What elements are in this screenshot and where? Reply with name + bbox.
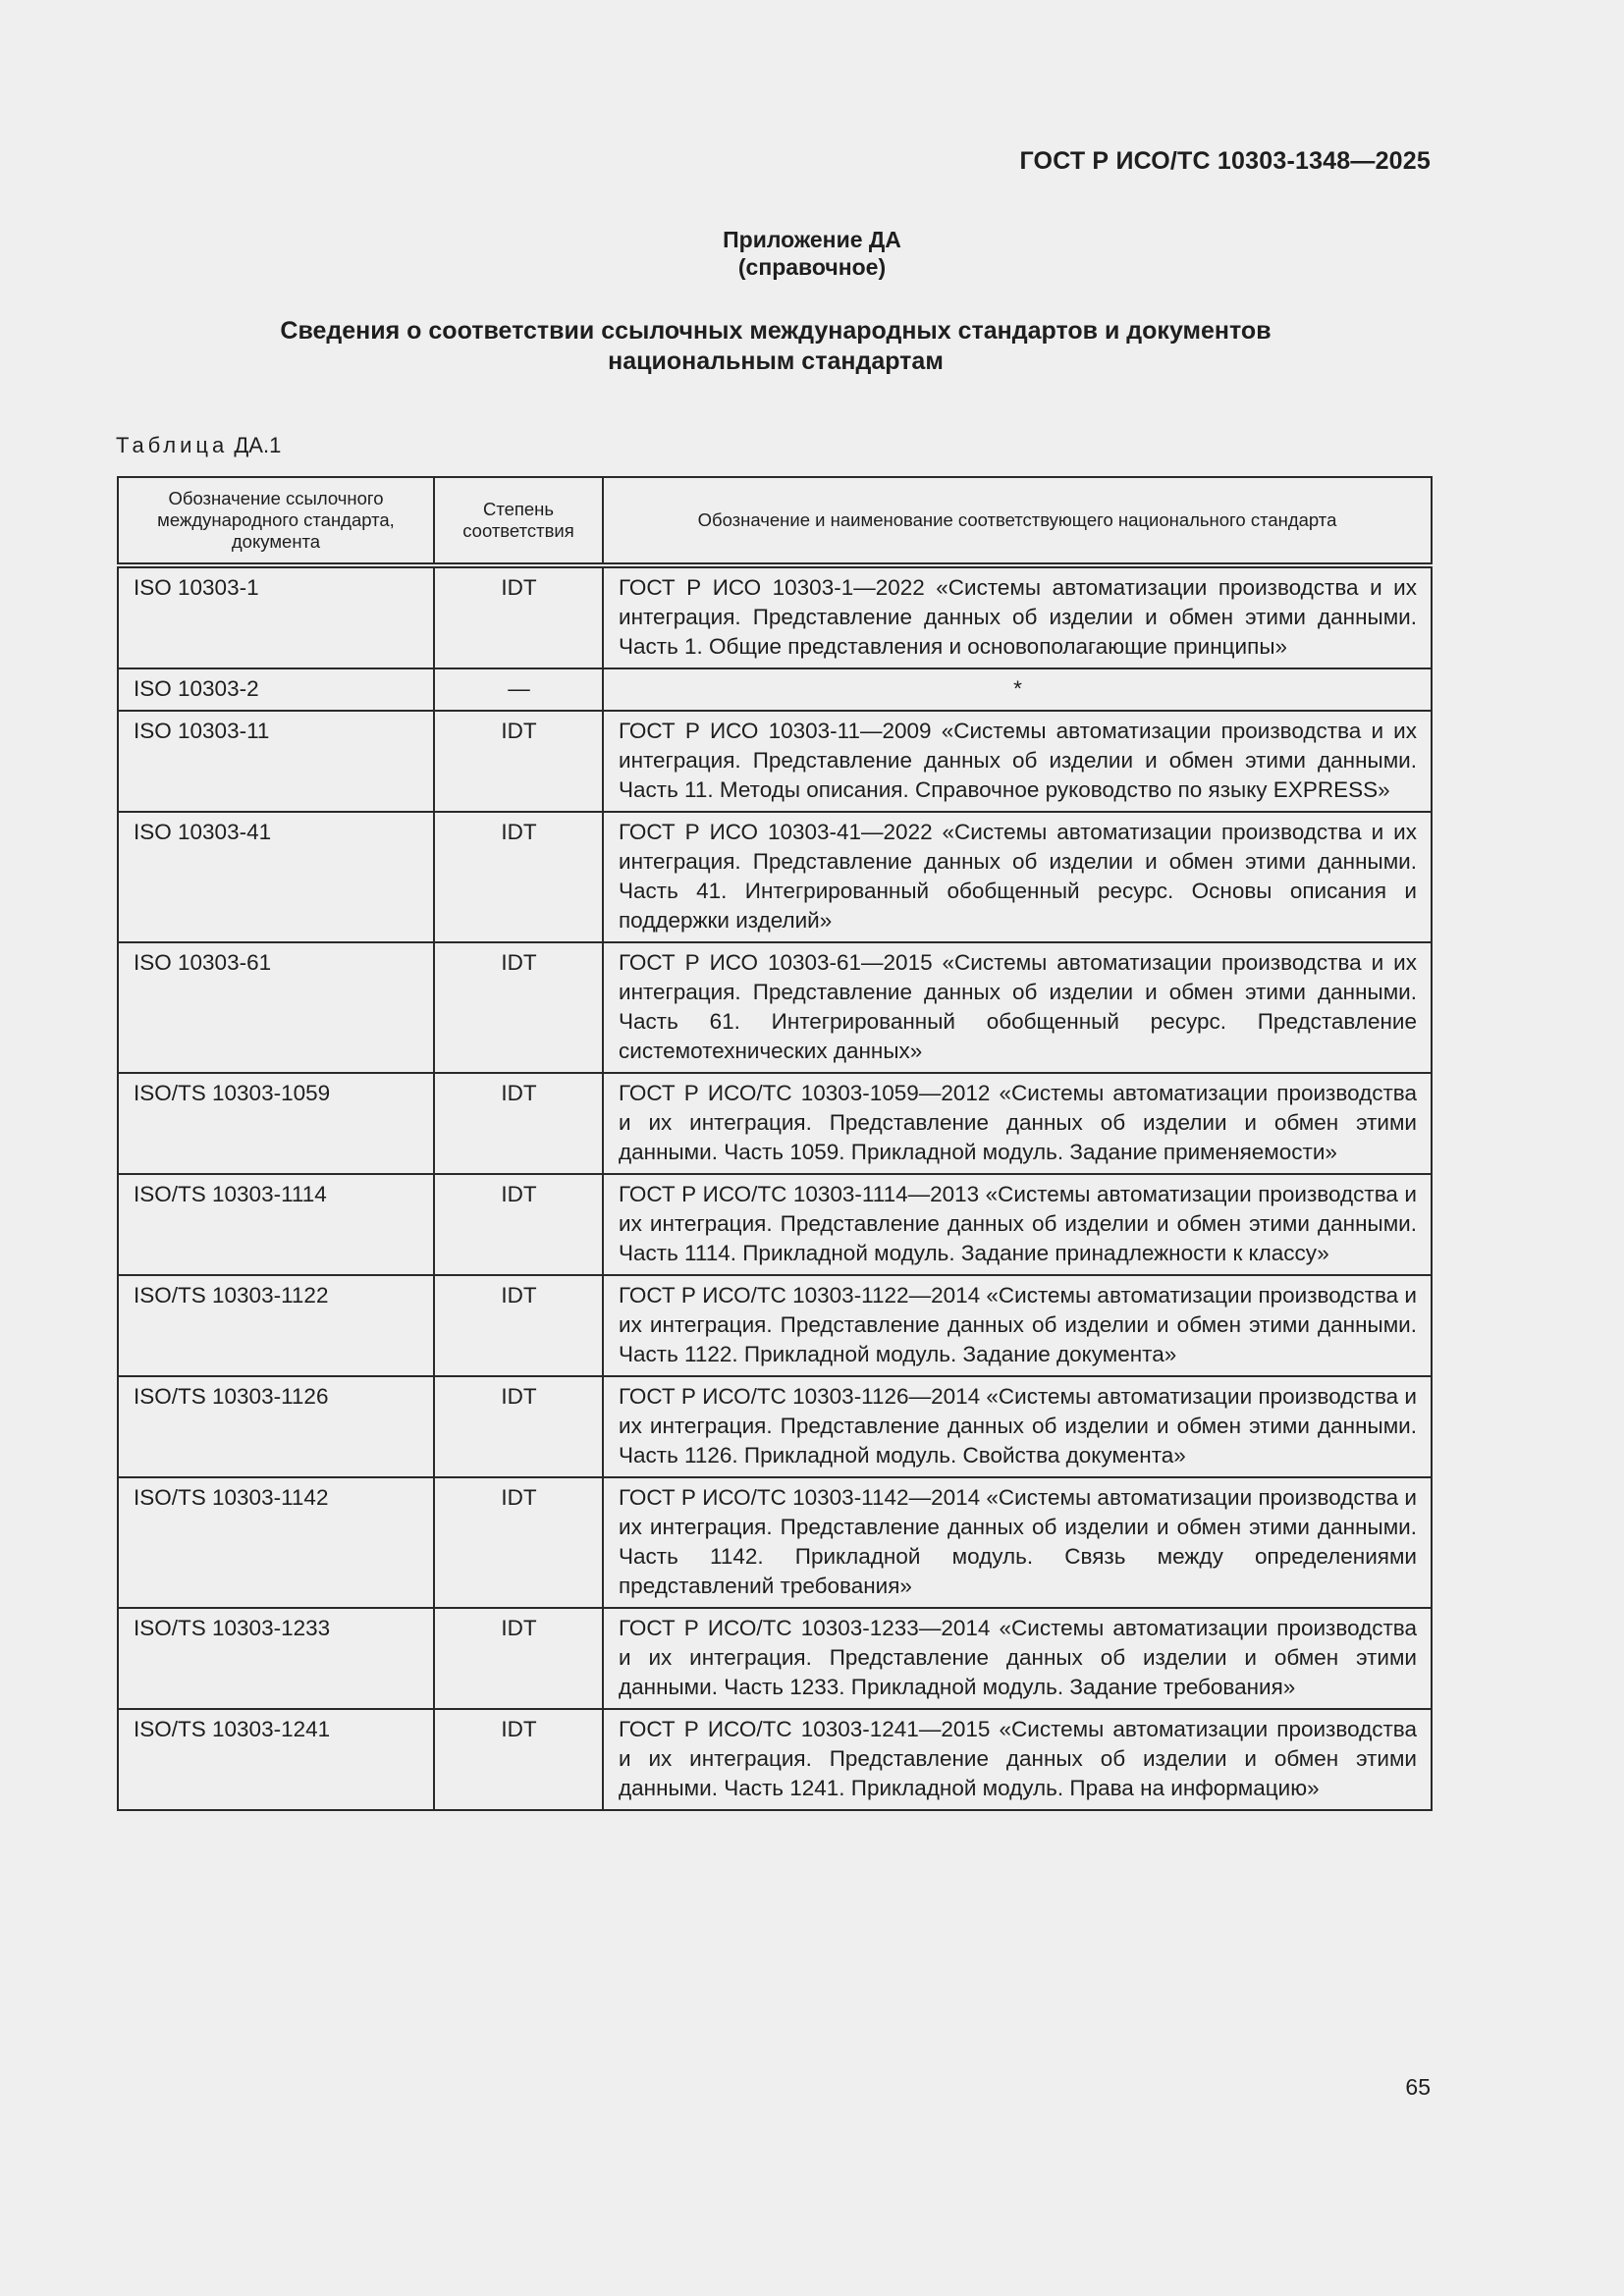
table-row [118,1174,1432,1275]
table-row [118,1073,1432,1174]
degree-cell: IDT [434,812,603,942]
table-row [118,1376,1432,1477]
table-row [118,1275,1432,1376]
table-row [118,565,1432,668]
intl-standard-cell: ISO 10303-41 [118,812,434,942]
table-caption-number: ДА.1 [234,433,282,457]
degree-cell: IDT [434,711,603,812]
intl-standard-cell: ISO/TS 10303-1122 [118,1275,434,1376]
intl-standard-cell: ISO 10303-61 [118,942,434,1073]
national-standard-cell: ГОСТ Р ИСО 10303-41—2022 «Системы автоматизации производства и их интеграция. Представление данных об изделии и обмен этими данными. Часть 41. Интегрированный обобщенный ресурс. Основы описания и поддержки изделий» [603,812,1432,942]
table-row [118,812,1432,942]
intl-standard-cell: ISO/TS 10303-1142 [118,1477,434,1608]
intl-standard-cell: ISO 10303-2 [118,668,434,711]
appendix-title: Приложение ДА [723,227,901,252]
national-standard-cell: ГОСТ Р ИСО 10303-11—2009 «Системы автоматизации производства и их интеграция. Представление данных об изделии и обмен этими данными. Часть 11. Методы описания. Справочное руководство по языку EXPRESS» [603,711,1432,812]
national-standard-cell: ГОСТ Р ИСО/ТС 10303-1241—2015 «Системы автоматизации производства и их интеграция. Представление данных об изделии и обмен этими данными. Часть 1241. Прикладной модуль. Права на информацию» [603,1709,1432,1810]
intl-standard-cell: ISO/TS 10303-1233 [118,1608,434,1709]
intl-standard-cell: ISO 10303-1 [118,565,434,668]
table-row [118,711,1432,812]
table-row [118,1608,1432,1709]
national-standard-cell: ГОСТ Р ИСО/ТС 10303-1122—2014 «Системы автоматизации производства и их интеграция. Представление данных об изделии и обмен этими данными. Часть 1122. Прикладной модуль. Задание документа» [603,1275,1432,1376]
page-number: 65 [1405,2074,1431,2100]
degree-cell: IDT [434,1608,603,1709]
table-caption [116,433,281,458]
header-degree: Степень соответствия [434,477,603,565]
degree-cell: IDT [434,1477,603,1608]
national-standard-cell: ГОСТ Р ИСО/ТС 10303-1126—2014 «Системы автоматизации производства и их интеграция. Представление данных об изделии и обмен этими данными. Часть 1126. Прикладной модуль. Свойства документа» [603,1376,1432,1477]
national-standard-cell: * [603,668,1432,711]
header-national-standard: Обозначение и наименование соответствующего национального стандарта [603,477,1432,565]
intl-standard-cell: ISO/TS 10303-1114 [118,1174,434,1275]
degree-cell: IDT [434,1376,603,1477]
appendix-status: (справочное) [737,254,887,280]
table-caption-word: Таблица [116,433,229,457]
national-standard-cell: ГОСТ Р ИСО 10303-61—2015 «Системы автоматизации производства и их интеграция. Представление данных об изделии и обмен этими данными. Часть 61. Интегрированный обобщенный ресурс. Представление системотехнических данных» [603,942,1432,1073]
national-standard-cell: ГОСТ Р ИСО/ТС 10303-1233—2014 «Системы автоматизации производства и их интеграция. Представление данных об изделии и обмен этими данными. Часть 1233. Прикладной модуль. Задание требования» [603,1608,1432,1709]
section-title-line2: национальным стандартам [608,347,944,375]
degree-cell: IDT [434,1174,603,1275]
standard-designation: ГОСТ Р ИСО/ТС 10303-1348—2025 [1019,147,1431,175]
table-row [118,1709,1432,1810]
degree-cell: IDT [434,1709,603,1810]
table-row [118,1477,1432,1608]
table-row [118,668,1432,711]
degree-cell: IDT [434,1073,603,1174]
national-standard-cell: ГОСТ Р ИСО/ТС 10303-1059—2012 «Системы автоматизации производства и их интеграция. Представление данных об изделии и обмен этими данными. Часть 1059. Прикладной модуль. Задание применяемости» [603,1073,1432,1174]
degree-cell: IDT [434,942,603,1073]
header-intl-standard: Обозначение ссылочного международного стандарта, документа [118,477,434,565]
intl-standard-cell: ISO/TS 10303-1059 [118,1073,434,1174]
table-header-row [118,477,1432,565]
section-title [0,316,1551,377]
national-standard-cell: ГОСТ Р ИСО/ТС 10303-1142—2014 «Системы автоматизации производства и их интеграция. Представление данных об изделии и обмен этими данными. Часть 1142. Прикладной модуль. Связь между определениями представлений требования» [603,1477,1432,1608]
section-title-line1: Сведения о соответствии ссылочных международных стандартов и документов [280,317,1272,345]
intl-standard-cell: ISO/TS 10303-1126 [118,1376,434,1477]
appendix-heading [0,226,1624,281]
national-standard-cell: ГОСТ Р ИСО/ТС 10303-1114—2013 «Системы автоматизации производства и их интеграция. Представление данных об изделии и обмен этими данными. Часть 1114. Прикладной модуль. Задание принадлежности к классу» [603,1174,1432,1275]
correspondence-table [117,476,1433,1811]
intl-standard-cell: ISO 10303-11 [118,711,434,812]
table-row [118,942,1432,1073]
national-standard-cell: ГОСТ Р ИСО 10303-1—2022 «Системы автоматизации производства и их интеграция. Представление данных об изделии и обмен этими данными. Часть 1. Общие представления и основополагающие принципы» [603,565,1432,668]
degree-cell: — [434,668,603,711]
degree-cell: IDT [434,565,603,668]
intl-standard-cell: ISO/TS 10303-1241 [118,1709,434,1810]
degree-cell: IDT [434,1275,603,1376]
